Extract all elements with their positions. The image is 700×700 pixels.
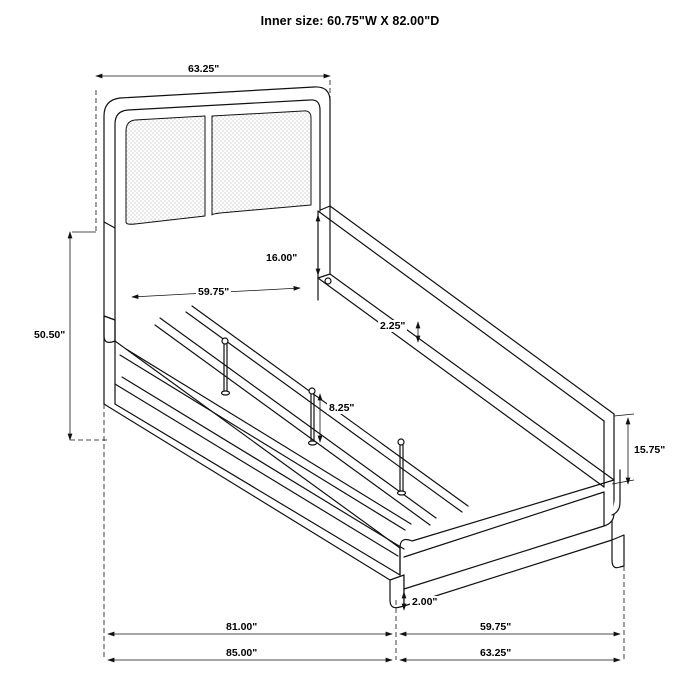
dim-rail-thickness: 2.00" [412, 596, 438, 608]
dim-slat-thickness: 2.25" [380, 320, 406, 332]
dim-footboard-height: 15.75" [634, 444, 666, 456]
dim-side-rail-length: 81.00" [226, 621, 258, 633]
dim-center-support-height: 8.25" [329, 402, 355, 414]
dim-overall-height: 50.50" [34, 329, 66, 341]
page-title: Inner size: 60.75"W X 82.00"D [260, 14, 440, 28]
dim-overall-length: 85.00" [226, 647, 258, 659]
dim-headboard-panel-width: 59.75" [198, 286, 230, 298]
dim-footboard-width: 59.75" [480, 621, 512, 633]
dim-overall-width: 63.25" [480, 647, 512, 659]
dim-headboard-panel-height: 16.00" [266, 252, 298, 264]
dim-headboard-width: 63.25" [188, 63, 220, 75]
